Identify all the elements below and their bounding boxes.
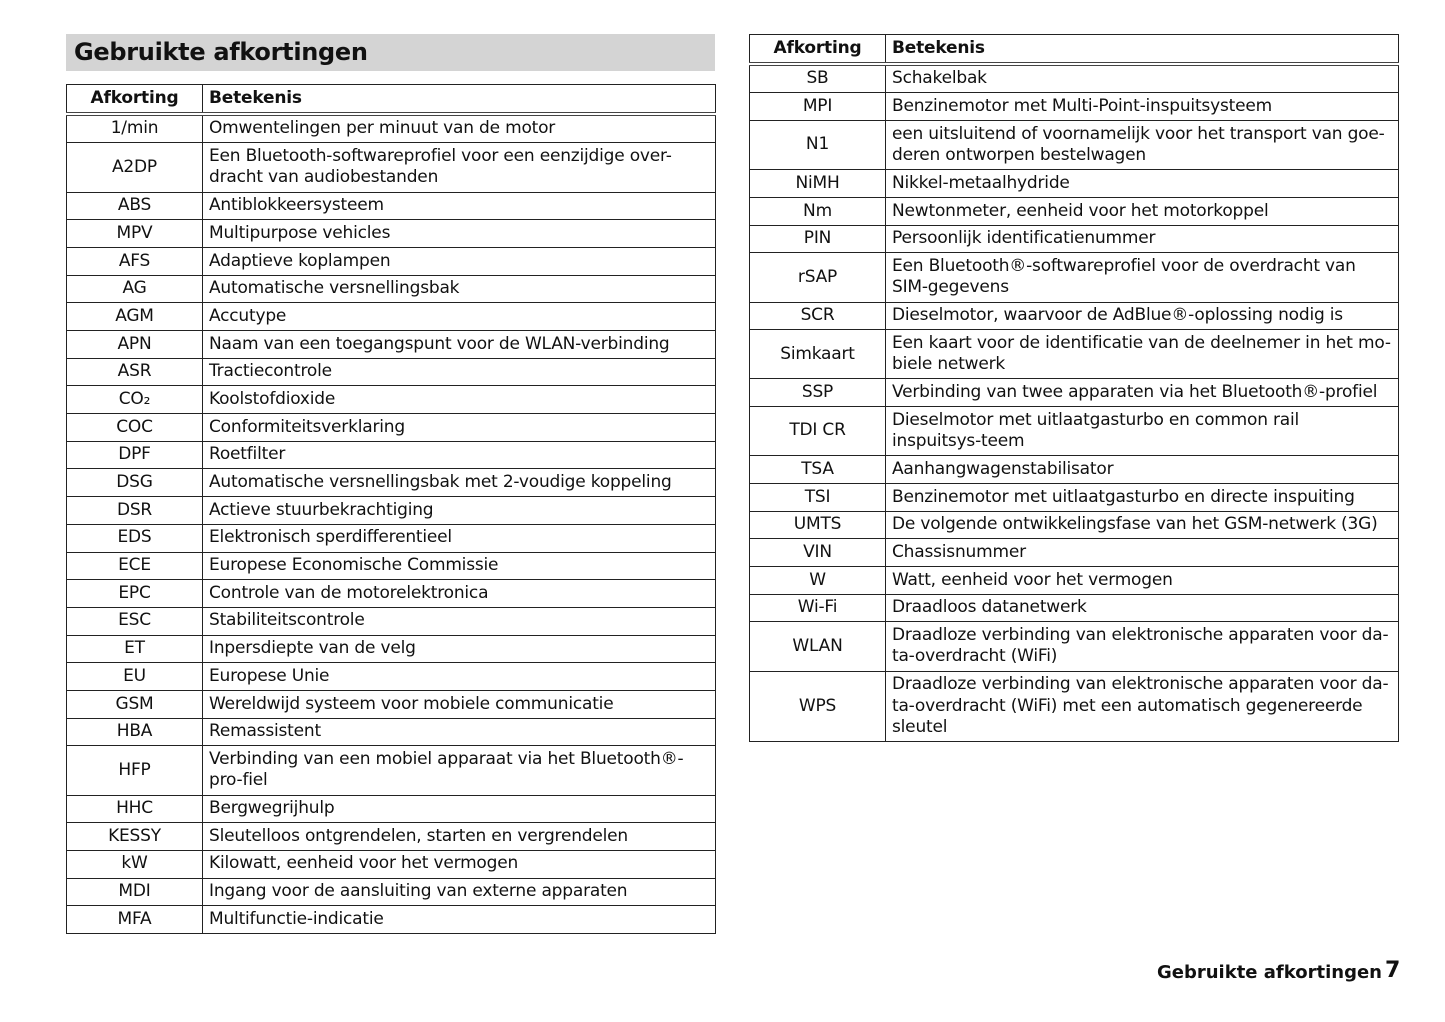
meaning-cell: Newtonmeter, eenheid voor het motorkoppel (886, 197, 1399, 225)
meaning-cell: Dieselmotor met uitlaatgasturbo en common rail inspuitsys-teem (886, 407, 1399, 456)
meaning-cell: Roetfilter (203, 441, 716, 469)
meaning-cell: Multifunctie-indicatie (203, 906, 716, 934)
table-row (750, 567, 1399, 595)
table-row (67, 552, 716, 580)
page-title: Gebruikte afkortingen (74, 38, 368, 66)
table-row (67, 878, 716, 906)
table-row (67, 718, 716, 746)
meaning-cell: Automatische versnellingsbak met 2-voudige koppeling (203, 469, 716, 497)
meaning-cell: Europese Economische Commissie (203, 552, 716, 580)
meaning-cell: Europese Unie (203, 663, 716, 691)
table-row (750, 302, 1399, 330)
table-row (750, 197, 1399, 225)
table-row (750, 594, 1399, 622)
abbreviation-cell: TSI (750, 483, 886, 511)
table-row (67, 469, 716, 497)
meaning-cell: Draadloze verbinding van elektronische apparaten voor da-ta-overdracht (WiFi) met een automatisch gegenereerde sleutel (886, 671, 1399, 742)
meaning-cell: Omwentelingen per minuut van de motor (203, 114, 716, 143)
table-row (67, 607, 716, 635)
abbreviation-cell: MPV (67, 220, 203, 248)
meaning-cell: Watt, eenheid voor het vermogen (886, 567, 1399, 595)
abbreviation-cell: TSA (750, 456, 886, 484)
table-row (67, 247, 716, 275)
meaning-cell: Controle van de motorelektronica (203, 580, 716, 608)
meaning-cell: Adaptieve koplampen (203, 247, 716, 275)
footer-section-title: Gebruikte afkortingen (1157, 962, 1382, 983)
meaning-cell: Ingang voor de aansluiting van externe apparaten (203, 878, 716, 906)
meaning-cell: Accutype (203, 303, 716, 331)
table-row (750, 483, 1399, 511)
abbreviation-cell: N1 (750, 121, 886, 170)
abbreviation-cell: ECE (67, 552, 203, 580)
table-row (67, 690, 716, 718)
meaning-cell: Stabiliteitscontrole (203, 607, 716, 635)
table-row (750, 456, 1399, 484)
table-row (67, 906, 716, 934)
abbreviation-cell: NiMH (750, 170, 886, 198)
abbreviation-cell: TDI CR (750, 407, 886, 456)
table-header-row (750, 35, 1399, 64)
meaning-cell: Wereldwijd systeem voor mobiele communicatie (203, 690, 716, 718)
abbreviation-cell: Simkaart (750, 330, 886, 379)
meaning-cell: Persoonlijk identificatienummer (886, 225, 1399, 253)
page-number: 7 (1385, 958, 1401, 983)
abbreviation-cell: UMTS (750, 511, 886, 539)
table-row (67, 220, 716, 248)
abbreviation-cell: EPC (67, 580, 203, 608)
table-row (67, 143, 716, 192)
table-row (67, 414, 716, 442)
meaning-cell: Conformiteitsverklaring (203, 414, 716, 442)
abbreviation-cell: DSG (67, 469, 203, 497)
abbreviation-cell: SB (750, 64, 886, 93)
table-row (67, 497, 716, 525)
abbreviation-cell: MDI (67, 878, 203, 906)
table-row (750, 622, 1399, 671)
table-row (67, 192, 716, 220)
meaning-cell: Automatische versnellingsbak (203, 275, 716, 303)
meaning-cell: Een Bluetooth-softwareprofiel voor een eenzijdige over-dracht van audiobestanden (203, 143, 716, 192)
abbreviation-cell: EU (67, 663, 203, 691)
table-row (67, 746, 716, 795)
meaning-cell: Naam van een toegangspunt voor de WLAN-verbinding (203, 331, 716, 359)
table-row (750, 511, 1399, 539)
abbreviations-table-left (66, 84, 716, 934)
table-row (750, 64, 1399, 93)
abbreviation-cell: WPS (750, 671, 886, 742)
abbreviation-cell: SSP (750, 379, 886, 407)
table-row (750, 170, 1399, 198)
table-row (750, 93, 1399, 121)
table-row (750, 330, 1399, 379)
abbreviation-cell: MPI (750, 93, 886, 121)
abbreviation-cell: COC (67, 414, 203, 442)
table-row (750, 671, 1399, 742)
abbreviation-cell: W (750, 567, 886, 595)
abbreviation-cell: EDS (67, 524, 203, 552)
table-row (67, 386, 716, 414)
meaning-cell: Schakelbak (886, 64, 1399, 93)
meaning-cell: Een kaart voor de identificatie van de deelnemer in het mo-biele netwerk (886, 330, 1399, 379)
abbreviation-cell: ET (67, 635, 203, 663)
abbreviation-cell: Wi-Fi (750, 594, 886, 622)
abbreviation-cell: PIN (750, 225, 886, 253)
abbreviation-cell: HFP (67, 746, 203, 795)
abbreviation-cell: Nm (750, 197, 886, 225)
table-row (67, 358, 716, 386)
section-title-bar (66, 34, 715, 71)
abbreviation-cell: ASR (67, 358, 203, 386)
column-header-abbreviation: Afkorting (750, 35, 886, 64)
table-row (67, 850, 716, 878)
meaning-cell: Benzinemotor met Multi-Point-inspuitsysteem (886, 93, 1399, 121)
abbreviation-cell: KESSY (67, 823, 203, 851)
abbreviation-cell: 1/min (67, 114, 203, 143)
table-row (67, 114, 716, 143)
abbreviation-cell: CO₂ (67, 386, 203, 414)
meaning-cell: Chassisnummer (886, 539, 1399, 567)
table-row (750, 225, 1399, 253)
table-row (67, 524, 716, 552)
column-header-meaning: Betekenis (886, 35, 1399, 64)
abbreviation-cell: HBA (67, 718, 203, 746)
table-row (67, 331, 716, 359)
meaning-cell: Koolstofdioxide (203, 386, 716, 414)
meaning-cell: Actieve stuurbekrachtiging (203, 497, 716, 525)
table-row (67, 441, 716, 469)
table-row (750, 539, 1399, 567)
meaning-cell: Elektronisch sperdifferentieel (203, 524, 716, 552)
table-row (750, 379, 1399, 407)
meaning-cell: Nikkel-metaalhydride (886, 170, 1399, 198)
abbreviation-cell: DSR (67, 497, 203, 525)
meaning-cell: Remassistent (203, 718, 716, 746)
abbreviation-cell: AFS (67, 247, 203, 275)
meaning-cell: Draadloze verbinding van elektronische apparaten voor da-ta-overdracht (WiFi) (886, 622, 1399, 671)
abbreviation-cell: rSAP (750, 253, 886, 302)
table-row (67, 303, 716, 331)
meaning-cell: Kilowatt, eenheid voor het vermogen (203, 850, 716, 878)
abbreviation-cell: kW (67, 850, 203, 878)
meaning-cell: Draadloos datanetwerk (886, 594, 1399, 622)
meaning-cell: Een Bluetooth®-softwareprofiel voor de overdracht van SIM-gegevens (886, 253, 1399, 302)
abbreviation-cell: GSM (67, 690, 203, 718)
abbreviations-table-right (749, 34, 1399, 742)
table-row (67, 663, 716, 691)
meaning-cell: De volgende ontwikkelingsfase van het GSM-netwerk (3G) (886, 511, 1399, 539)
table-row (67, 580, 716, 608)
abbreviation-cell: MFA (67, 906, 203, 934)
abbreviation-cell: DPF (67, 441, 203, 469)
table-row (750, 407, 1399, 456)
table-row (750, 121, 1399, 170)
meaning-cell: Dieselmotor, waarvoor de AdBlue®-oplossing nodig is (886, 302, 1399, 330)
abbreviation-cell: VIN (750, 539, 886, 567)
table-row (67, 635, 716, 663)
table-row (67, 823, 716, 851)
abbreviation-cell: AG (67, 275, 203, 303)
column-header-abbreviation: Afkorting (67, 85, 203, 114)
table-row (67, 275, 716, 303)
abbreviation-cell: ABS (67, 192, 203, 220)
table-header-row (67, 85, 716, 114)
meaning-cell: een uitsluitend of voornamelijk voor het transport van goe-deren ontworpen bestelwagen (886, 121, 1399, 170)
meaning-cell: Multipurpose vehicles (203, 220, 716, 248)
table-row (750, 253, 1399, 302)
abbreviation-cell: HHC (67, 795, 203, 823)
meaning-cell: Sleutelloos ontgrendelen, starten en vergrendelen (203, 823, 716, 851)
meaning-cell: Antiblokkeersysteem (203, 192, 716, 220)
meaning-cell: Tractiecontrole (203, 358, 716, 386)
abbreviation-cell: WLAN (750, 622, 886, 671)
table-row (67, 795, 716, 823)
meaning-cell: Inpersdiepte van de velg (203, 635, 716, 663)
meaning-cell: Verbinding van twee apparaten via het Bluetooth®-profiel (886, 379, 1399, 407)
meaning-cell: Benzinemotor met uitlaatgasturbo en directe inspuiting (886, 483, 1399, 511)
abbreviation-cell: A2DP (67, 143, 203, 192)
column-header-meaning: Betekenis (203, 85, 716, 114)
meaning-cell: Verbinding van een mobiel apparaat via het Bluetooth®-pro-fiel (203, 746, 716, 795)
abbreviation-cell: ESC (67, 607, 203, 635)
abbreviation-cell: AGM (67, 303, 203, 331)
abbreviation-cell: SCR (750, 302, 886, 330)
meaning-cell: Bergwegrijhulp (203, 795, 716, 823)
meaning-cell: Aanhangwagenstabilisator (886, 456, 1399, 484)
abbreviation-cell: APN (67, 331, 203, 359)
